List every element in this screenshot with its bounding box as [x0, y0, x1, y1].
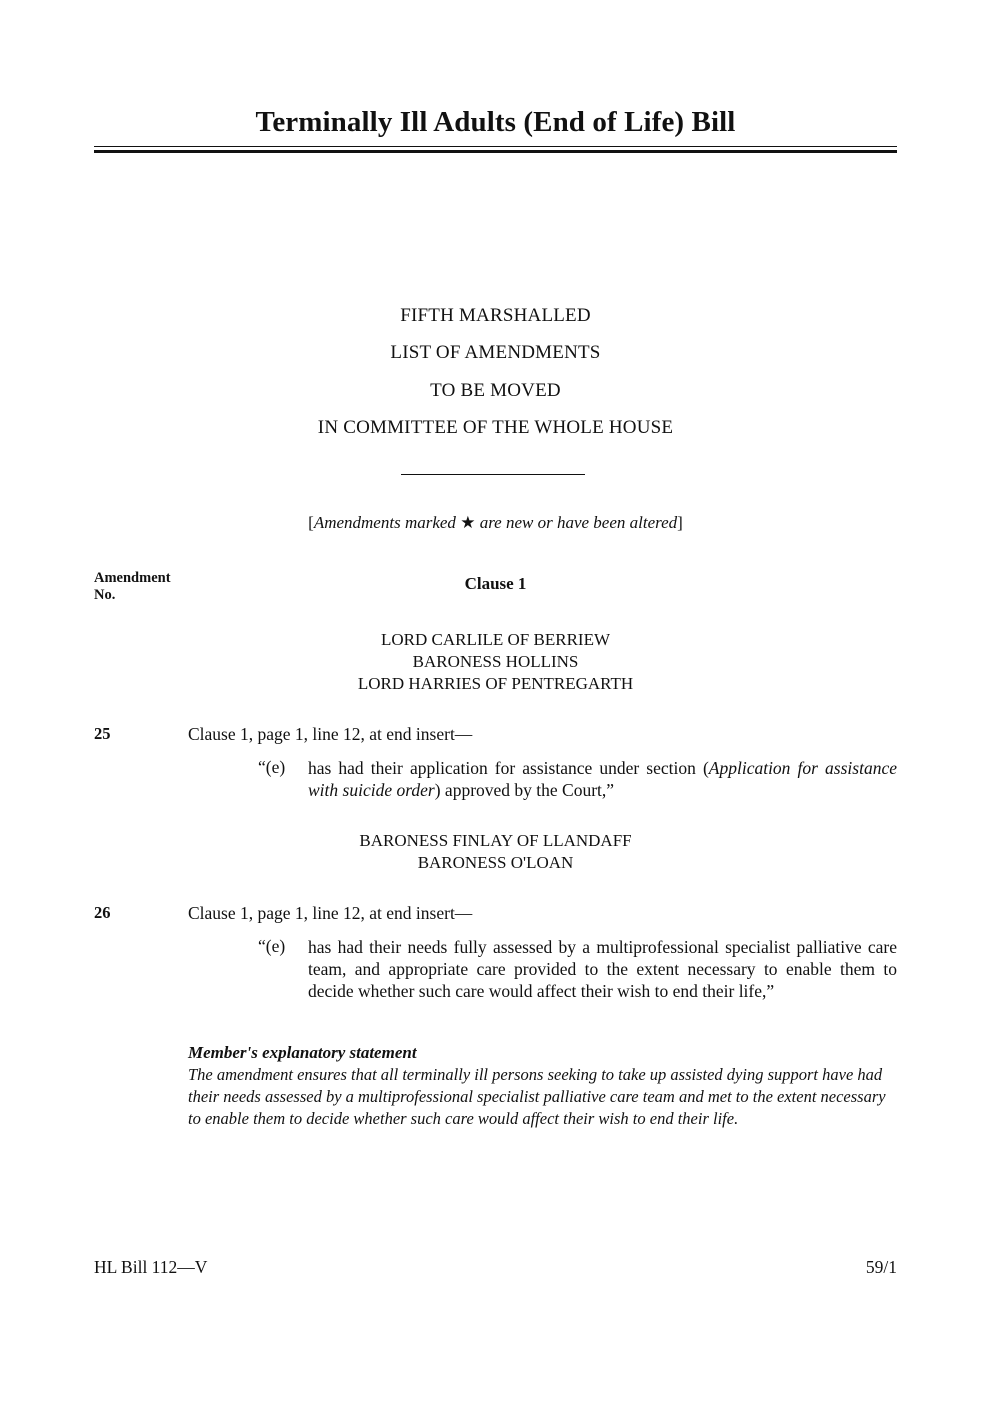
title-rule-thick [94, 150, 897, 153]
heading-line-2: LIST OF AMENDMENTS [390, 342, 601, 363]
bill-title: Terminally Ill Adults (End of Life) Bill [255, 106, 736, 138]
sponsors-amendment-26 [94, 830, 897, 874]
section-reference: Application for assistance with suicide order [308, 758, 897, 800]
inserted-text-part: ) approved by the Court,” [434, 780, 615, 800]
amendment-number: 26 [94, 903, 111, 922]
footer-page-number: 59/1 [865, 1257, 897, 1277]
note-close-bracket: ] [677, 513, 683, 532]
inserted-text-part: has had their application for assistance under section ( [308, 758, 709, 778]
note-open-bracket: [ [308, 513, 314, 532]
inserted-text [308, 757, 897, 801]
sponsor-name: LORD HARRIES OF PENTREGARTH [357, 674, 634, 693]
separator-rule [401, 474, 585, 475]
sponsor-name: LORD CARLILE OF BERRIEW [380, 630, 611, 649]
inserted-text: has had their needs fully assessed by a multiprofessional specialist palliative care team, and appropriate care provided to the extent necessary to enable them to decide whether such care would affect their wish to end their life,” [308, 937, 897, 1001]
explanatory-statement-heading: Member's explanatory statement [188, 1043, 417, 1062]
heading-line-3: TO BE MOVED [430, 380, 561, 401]
sponsor-name: BARONESS FINLAY OF LLANDAFF [359, 831, 632, 850]
sponsors-amendment-25 [94, 629, 897, 695]
star-icon: ★ [460, 513, 476, 532]
heading-line-4: IN COMMITTEE OF THE WHOLE HOUSE [317, 417, 674, 438]
column-header-line-1: Amendment [94, 570, 171, 586]
heading-line-1: FIFTH MARSHALLED [400, 305, 591, 326]
explanatory-statement-text: The amendment ensures that all terminally ill persons seeking to take up assisted dying support have had their needs assessed by a multiprofessional specialist palliative care team and met to the extent necessary to enable them to decide whether such care would affect their wish to end their life. [188, 1065, 886, 1128]
title-rule-thin [94, 146, 897, 147]
clause-heading: Clause 1 [464, 574, 527, 593]
insert-label: “(e) [258, 936, 286, 956]
note-text-after: are new or have been altered [479, 513, 678, 532]
footer-bill-reference: HL Bill 112—V [94, 1257, 208, 1277]
insert-label: “(e) [258, 757, 286, 777]
sponsor-name: BARONESS O'LOAN [417, 853, 574, 872]
sponsor-name: BARONESS HOLLINS [412, 652, 579, 671]
amendments-note [94, 513, 897, 533]
note-text-before: Amendments marked [313, 513, 456, 532]
amendment-number: 25 [94, 724, 111, 743]
amendment-instruction: Clause 1, page 1, line 12, at end insert— [188, 903, 473, 923]
column-header-line-2: No. [94, 587, 116, 603]
amendment-instruction: Clause 1, page 1, line 12, at end insert— [188, 724, 473, 744]
